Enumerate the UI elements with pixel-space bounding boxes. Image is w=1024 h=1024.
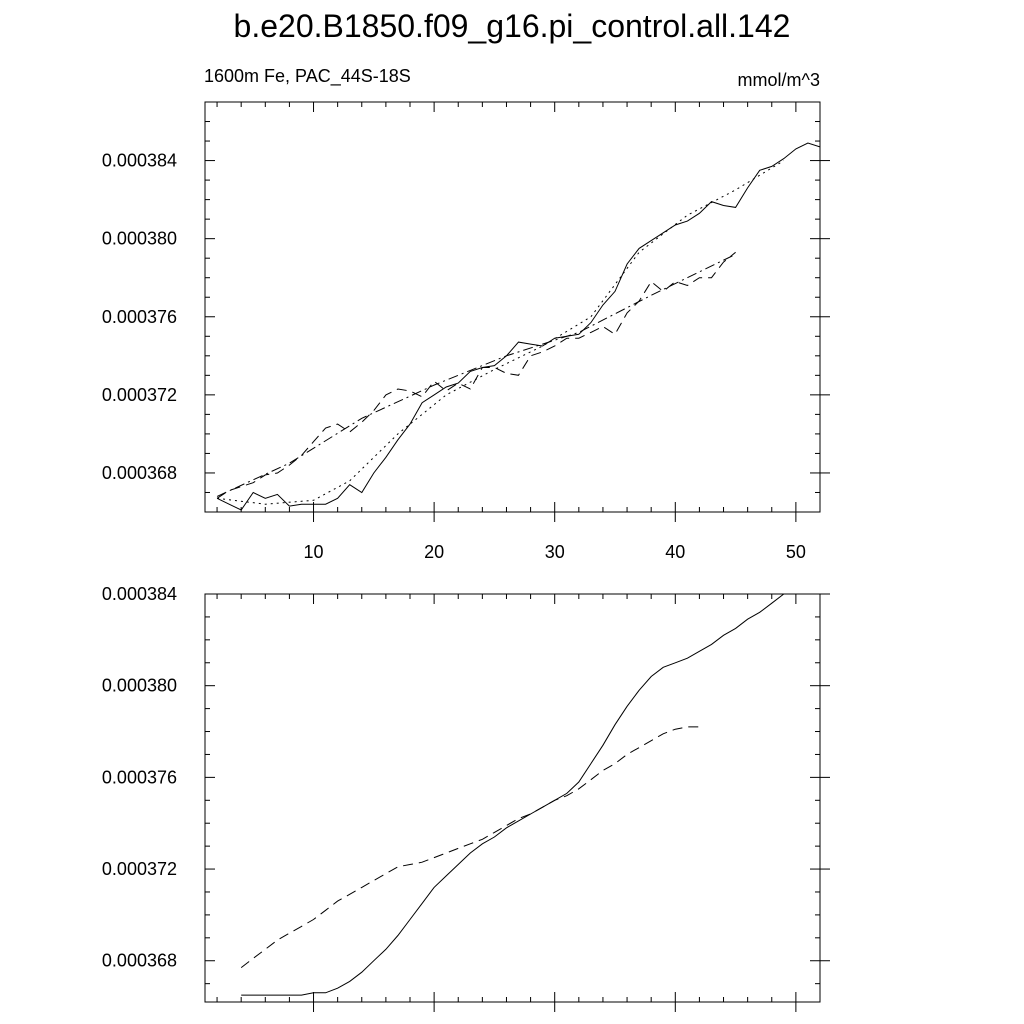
top-panel	[102, 102, 830, 562]
series-dashdot-line	[217, 254, 736, 496]
x-tick-label: 20	[424, 542, 445, 562]
series-solid-line	[241, 594, 784, 995]
series-dotted-line	[217, 161, 784, 505]
y-tick-label: 0.000384	[101, 150, 177, 171]
y-tick-label: 0.000380	[101, 675, 177, 696]
bottom-panel	[102, 584, 830, 1012]
plot-frame	[205, 594, 820, 1002]
y-tick-label: 0.000384	[101, 584, 177, 604]
y-tick-label: 0.000372	[101, 859, 177, 880]
plot-frame	[205, 102, 820, 512]
series-dashed-line	[217, 252, 736, 498]
chart-title: b.e20.B1850.f09_g16.pi_control.all.142	[233, 8, 791, 44]
series-dashed-line	[241, 727, 699, 968]
y-tick-label: 0.000380	[101, 228, 177, 249]
y-tick-label: 0.000368	[101, 462, 177, 483]
y-tick-label: 0.000368	[101, 950, 177, 971]
x-tick-label: 30	[544, 542, 565, 562]
y-tick-label: 0.000376	[101, 767, 177, 788]
x-tick-label: 10	[303, 542, 324, 562]
x-tick-label: 40	[665, 542, 686, 562]
units-label: mmol/m^3	[737, 70, 820, 90]
left-subtitle: 1600m Fe, PAC_44S-18S	[204, 66, 411, 86]
y-tick-label: 0.000372	[101, 384, 177, 405]
series-solid-line	[217, 143, 820, 510]
y-tick-label: 0.000376	[101, 306, 177, 327]
x-tick-label: 50	[785, 542, 806, 562]
